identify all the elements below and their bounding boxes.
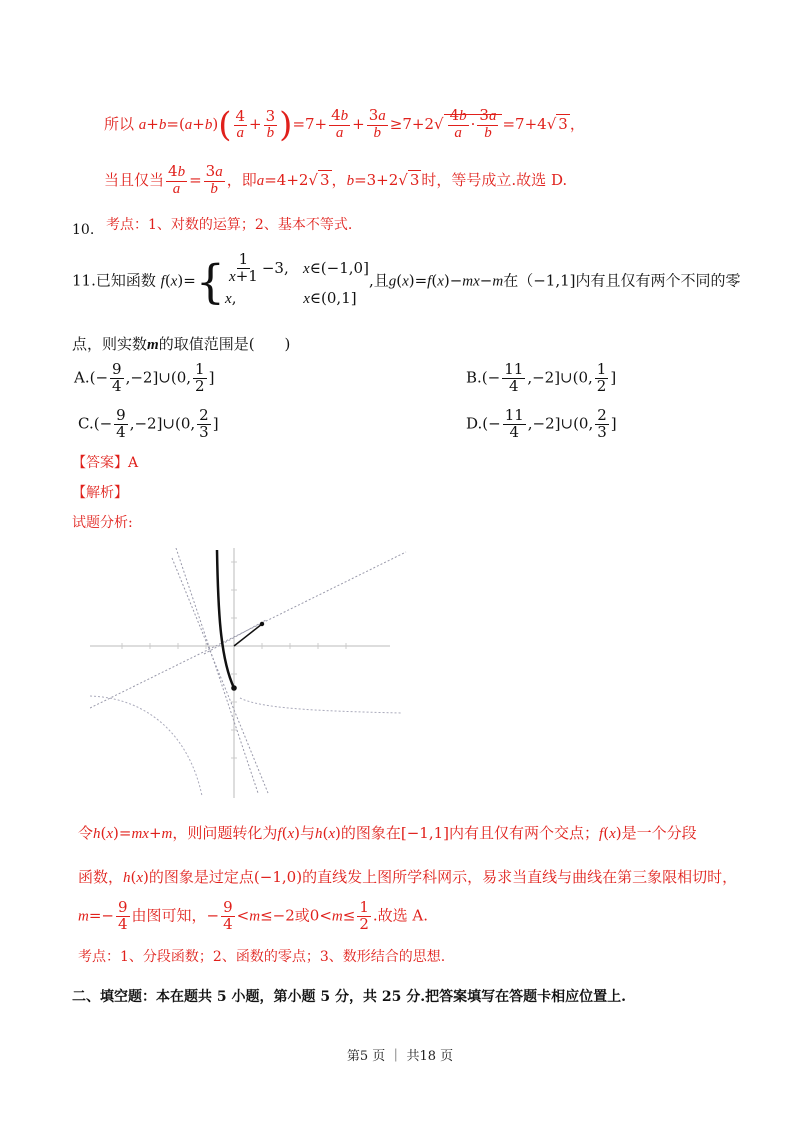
- question-10-number: 10.: [72, 222, 95, 238]
- line-through-fixed-point-4: [204, 620, 266, 654]
- page-footer: 第5 页 ｜ 共18 页: [346, 1049, 454, 1064]
- prev-solution-line-2: 当且仅当 $\frac{4b}{a}$ = $\frac{3a}{b}$ ，即a=4+2√ 3 ，b=3+2√ 3 时，等号成立.故选 D.: [104, 162, 568, 197]
- prev-kaodian: 考点：1、对数的运算；2、基本不等式.: [106, 217, 353, 233]
- prev-solution-line-1: 所以 a+b=(a+b)( $\frac{4}{a}$ + $\frac{3}{b}$ )=7+ $\frac{4b}{a}$ + $\frac{3a}{b}$ ≥7+2√ $\frac{4b}{a}$ · $\frac{3a}{b}$ =7+4√ 3 ，: [104, 105, 585, 145]
- hyperbola-dotted-branch-right: [240, 698, 402, 713]
- option-c: C.(− $\frac{9}{4}$ ,−2]∪(0, $\frac{2}{3}$ ]: [78, 406, 219, 441]
- solution-kaodian: 考点：1、分段函数；2、函数的零点；3、数形结合的思想.: [78, 949, 446, 965]
- answer-label: 【答案】A: [72, 455, 139, 471]
- option-a: A.(− $\frac{9}{4}$ ,−2]∪(0, $\frac{1}{2}$ ]: [74, 360, 215, 395]
- analysis-subtitle: 试题分析:: [72, 515, 133, 531]
- section-heading-fill-in: 二、填空题：本在题共 5 小题，第小题 5 分，共 25 分.把答案填写在答题卡相应位置上.: [72, 989, 626, 1005]
- question-11-stem: 11.已知函数 f(x)={ $\frac{1}{x+1}$ −3, x∈(−1,0] x, x∈(0,1] ,且g(x)=f(x)−mx−m在（−1,1]内有且仅有两个不同的零: [72, 250, 741, 309]
- solution-line-2: 函数，h(x)的图象是过定点(−1,0)的直线发上图所学科网示，易求当直线与曲线在第三象限相切时，: [78, 868, 738, 886]
- analysis-label: 【解析】: [72, 485, 128, 501]
- vertex-dot: [231, 685, 237, 691]
- option-b: B.(− $\frac{11}{4}$ ,−2]∪(0, $\frac{1}{2}$ ]: [466, 360, 617, 395]
- function-curve-left-piece: [217, 550, 234, 688]
- line-through-fixed-point-2: [172, 558, 268, 793]
- solution-line-1: 令h(x)=mx+m，则问题转化为f(x)与h(x)的图象在[−1,1]内有且仅有两个交点；f(x)是一个分段: [78, 824, 697, 842]
- solution-line-3: m=− $\frac{9}{4}$ 由图可知，− $\frac{9}{4}$ <m≤−2或0<m≤ $\frac{1}{2}$ .故选 A.: [78, 898, 429, 933]
- function-graph-figure: [90, 548, 410, 798]
- line-through-fixed-point-3: [90, 552, 406, 708]
- option-d: D.(− $\frac{11}{4}$ ,−2]∪(0, $\frac{2}{3}$ ]: [466, 406, 617, 441]
- hyperbola-dotted-branch-left: [90, 696, 202, 796]
- question-11-stem-line-2: 点，则实数m的取值范围是( ): [72, 335, 291, 353]
- endpoint-dot: [260, 622, 264, 626]
